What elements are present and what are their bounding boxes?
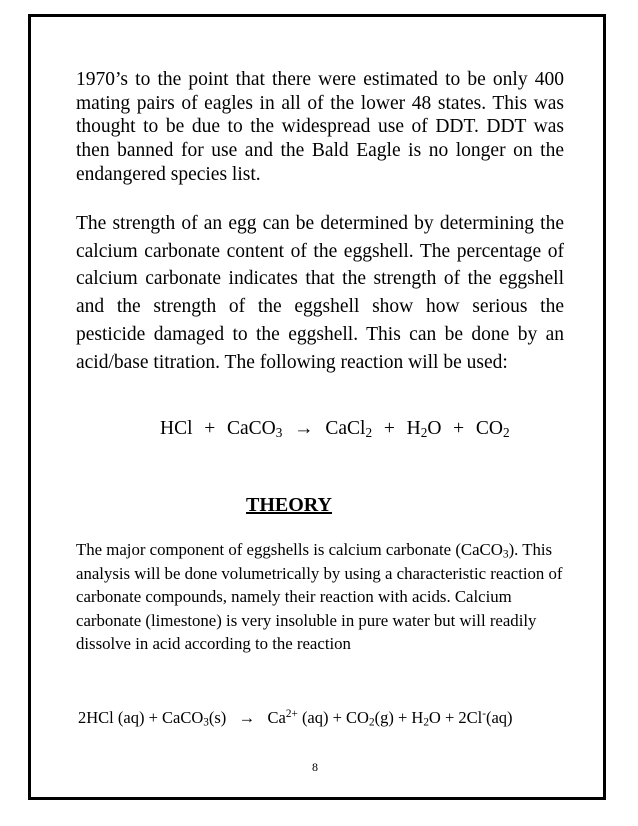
theory-paragraph: The major component of eggshells is calcium carbonate (CaCO$_3$). This analysis will be done volumetrically by using a characteristic reaction of carbonate compounds, namely their reaction with acids. Calcium carbonate (limestone) is very insoluble in pure water but will readily dissolve in acid according to the reaction [76,540,563,653]
page-number: 8 [312,760,318,774]
section-heading-theory: THEORY [246,494,332,516]
intro-paragraph: 1970’s to the point that there were estimated to be only 400 mating pairs of eagles in all of the lower 48 states. This was thought to be due to the widespread use of DDT. DDT was then banned for use and the Bald Eagle is no longer on the endangered species list. [76,69,564,185]
reaction-equation-2: 2HCl (aq) + CaCO$_3$(s) → $Ca^{2+}$ $(aq) + CO_2(g) + H_2O + 2Cl^-(aq)$ [78,707,513,729]
arrow-icon: → [294,418,314,439]
reaction-equation-1: HCl + CaCO$_3$ → CaCl$_2$ + $H_2O + CO_2$ [160,418,510,440]
strength-paragraph: The strength of an egg can be determined by determining the calcium carbonate content of the eggshell. The percentage of calcium carbonate indicates that the strength of the eggshell and the strength of the eggshell show how serious the pesticide damaged to the eggshell. This can be done by an acid/base titration. The following reaction will be used: [76,213,564,373]
arrow-icon: → [238,708,256,727]
